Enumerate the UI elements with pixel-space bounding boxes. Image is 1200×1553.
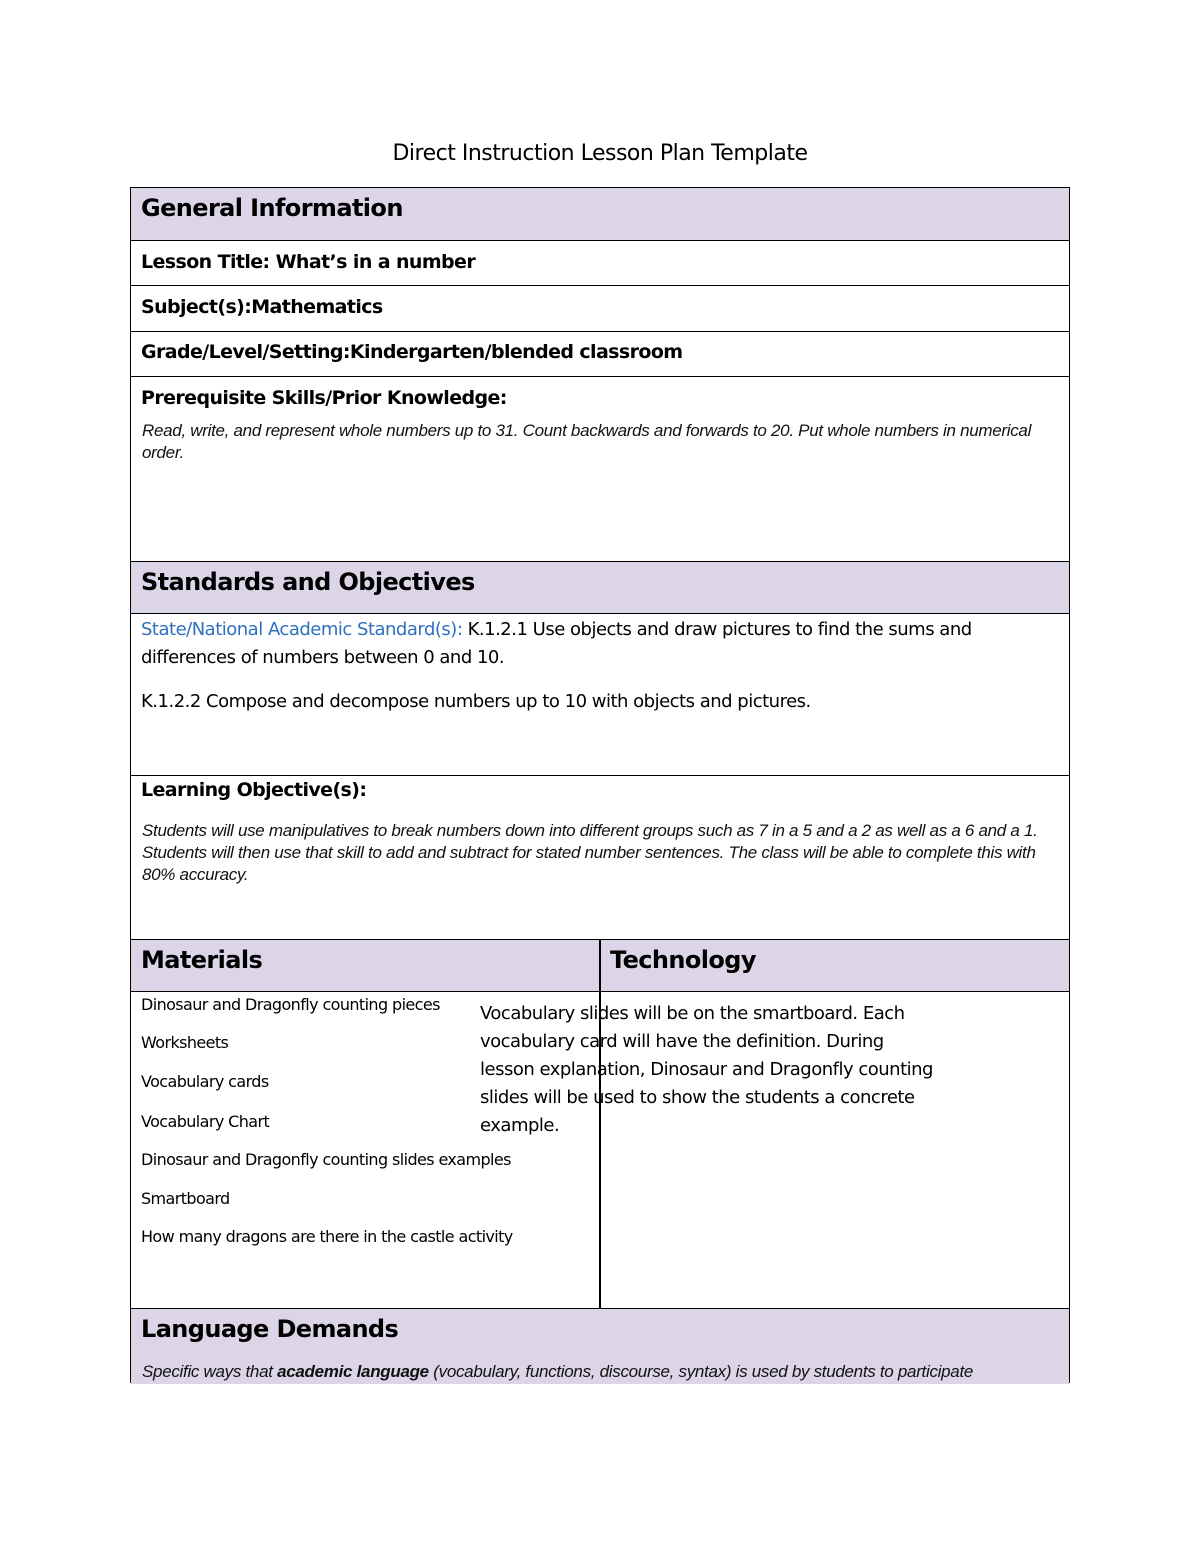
- standard-paragraph-1: [141, 616, 1041, 672]
- technology-heading: Technology: [610, 946, 756, 974]
- standard-2: K.1.2.2 Compose and decompose numbers up to 10 with objects and pictures.: [141, 691, 811, 712]
- general-information-header: [131, 188, 1069, 241]
- materials-item: Dinosaur and Dragonfly counting pieces: [141, 995, 440, 1014]
- standard-1: K.1.2.1 Use objects and draw pictures to find the sums and differences of numbers between 0 and 10.: [141, 619, 972, 668]
- language-text-end: (vocabulary, functions, discourse, syntax) is used by students to participate: [428, 1362, 974, 1381]
- document-title: Direct Instruction Lesson Plan Template: [392, 141, 808, 166]
- grade-level-setting: Grade/Level/Setting:Kindergarten/blended classroom: [141, 341, 683, 363]
- objective-text: Students will use manipulatives to break numbers down into different groups such as 7 in a 5 and a 2 as well as a 6 and a 1. Students will then use that skill to add and subtract for stated number sentences. The class will be able to complete this with 80% accuracy.: [142, 821, 1038, 884]
- materials-item: How many dragons are there in the castle activity: [141, 1227, 513, 1246]
- lesson-plan-table: [130, 187, 1070, 1383]
- objectives-row: [131, 776, 1069, 940]
- prerequisite-row: [131, 377, 1069, 562]
- lesson-title-row: [131, 241, 1069, 286]
- materials-item: Dinosaur and Dragonfly counting slides examples: [141, 1150, 511, 1169]
- prerequisite-text: Read, write, and represent whole numbers up to 31. Count backwards and forwards to 20. Put whole numbers in numerical order.: [142, 421, 1032, 462]
- prerequisite-label: Prerequisite Skills/Prior Knowledge:: [141, 387, 507, 409]
- materials-item: Smartboard: [141, 1189, 230, 1208]
- standard-label: State/National Academic Standard(s):: [141, 619, 463, 640]
- general-information-heading: General Information: [141, 194, 403, 222]
- grade-row: [131, 332, 1069, 377]
- language-demands-text: [142, 1361, 1062, 1383]
- materials-item: Vocabulary cards: [141, 1072, 269, 1091]
- language-demands-section: [131, 1309, 1069, 1384]
- materials-item: Worksheets: [141, 1033, 229, 1052]
- standards-header: [131, 562, 1069, 614]
- language-text-start: Specific ways that: [142, 1362, 278, 1381]
- standards-heading: Standards and Objectives: [141, 568, 475, 596]
- academic-language-emphasis: academic language: [277, 1362, 429, 1381]
- subjects: Subject(s):Mathematics: [141, 296, 383, 318]
- language-demands-heading: Language Demands: [141, 1315, 399, 1343]
- materials-heading: Materials: [141, 946, 263, 974]
- objective-label: Learning Objective(s):: [141, 779, 367, 801]
- subjects-row: [131, 286, 1069, 332]
- materials-item: Vocabulary Chart: [141, 1112, 270, 1131]
- technology-text: Vocabulary slides will be on the smartboard. Each vocabulary card will have the definition. During lesson explanation, Dinosaur and Dragonfly counting slides will be used to show the students a concrete example.: [480, 1003, 933, 1136]
- lesson-title: Lesson Title: What’s in a number: [141, 251, 476, 273]
- standards-row: [131, 614, 1069, 776]
